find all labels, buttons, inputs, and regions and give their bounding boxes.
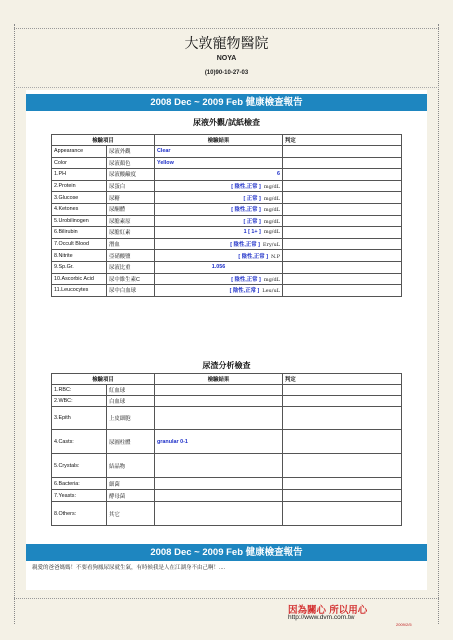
result-value: [ 陰性,正常 ] — [231, 276, 261, 283]
judgement-cell — [283, 238, 402, 250]
result-unit: mg/dL — [263, 195, 281, 202]
owner-message: 親愛的爸爸媽媽！不要看狗鳳尿尿就生氣，有時候我是人在江湖身不由己啊！.... — [32, 565, 226, 571]
table-row — [52, 238, 402, 250]
test-name-zh: 尿酮體 — [107, 203, 155, 215]
judgement-cell — [283, 192, 402, 204]
result-value: [ 陰性,正常 ] — [238, 253, 268, 260]
result-cell — [155, 238, 283, 250]
bottom-divider — [14, 598, 439, 599]
urinalysis-header-row — [52, 135, 402, 146]
table-row — [52, 385, 402, 396]
result-unit: mg/dL — [263, 218, 281, 225]
result-cell — [155, 146, 283, 158]
table-row — [52, 490, 402, 502]
test-name-en: 5.Urobilinogen — [52, 215, 107, 227]
result-cell — [155, 273, 283, 285]
judgement-cell — [283, 250, 402, 262]
report-number: (10)90-10-27-03 — [204, 70, 249, 76]
test-name-zh: 潛血 — [107, 238, 155, 250]
table-row — [52, 273, 402, 285]
result-value: granular 0-1 — [157, 438, 188, 445]
test-name-en: 11.Leucocytes — [52, 285, 107, 297]
sediment-title: 尿渣分析檢查 — [202, 360, 251, 370]
result-value: Yellow — [157, 159, 174, 166]
result-value: [ 正常 ] — [243, 195, 261, 202]
test-name-zh: 尿中維生素C — [107, 273, 155, 285]
table-row — [52, 454, 402, 478]
sediment-table — [51, 373, 402, 526]
result-unit: Ery/uL — [262, 242, 281, 249]
result-cell — [155, 490, 283, 502]
table-row — [52, 478, 402, 490]
result-unit: mg/dL — [263, 276, 281, 283]
judgement-cell — [283, 227, 402, 239]
test-name-en: 2.Protein — [52, 180, 107, 192]
table-row — [52, 203, 402, 215]
header-divider — [14, 87, 439, 88]
result-unit: N.P — [271, 253, 281, 260]
test-name-zh: 尿液外觀 — [107, 146, 155, 158]
result-cell — [155, 454, 283, 478]
result-value: [ 陰性,正常 ] — [231, 207, 261, 214]
test-name-en: 10.Ascorbic Acid — [52, 273, 107, 285]
test-name-en: 2.WBC: — [52, 396, 107, 407]
result-cell — [155, 396, 283, 407]
test-name-en: 5.Crystals: — [52, 454, 107, 478]
judgement-cell — [283, 180, 402, 192]
date-stamp: 2009/2/5 — [396, 622, 412, 627]
test-name-zh: 尿液酸鹼度 — [107, 169, 155, 181]
table-row — [52, 407, 402, 430]
table-row — [52, 502, 402, 526]
test-name-zh: 其它 — [107, 502, 155, 526]
result-cell — [155, 285, 283, 297]
result-value: 1.056 — [211, 264, 226, 271]
test-name-zh: 尿液顏色 — [107, 157, 155, 169]
result-cell — [155, 227, 283, 239]
result-value: [ 正常 ] — [243, 218, 261, 225]
test-name-zh: 亞硝酸鹽 — [107, 250, 155, 262]
header-item: 檢驗項目 — [52, 374, 155, 385]
test-name-en: 7.Occult Blood — [52, 238, 107, 250]
judgement-cell — [283, 169, 402, 181]
test-name-zh: 尿液比重 — [107, 261, 155, 273]
test-name-zh: 尿中白血球 — [107, 285, 155, 297]
result-value: [ 陰性,正常 ] — [230, 242, 260, 249]
result-value: 1 [ 1+ ] — [243, 229, 261, 236]
test-name-en: 1.RBC: — [52, 385, 107, 396]
table-row — [52, 215, 402, 227]
result-cell — [155, 215, 283, 227]
table-row — [52, 146, 402, 158]
table-row — [52, 157, 402, 169]
result-cell — [155, 261, 283, 273]
clinic-website: http://www.dvm.com.tw — [288, 614, 355, 621]
test-name-en: 3.Epith — [52, 407, 107, 430]
test-name-en: 8.Nitrite — [52, 250, 107, 262]
result-value: 6 — [277, 171, 281, 178]
right-border — [438, 24, 439, 624]
test-name-en: 9.Sp.Gr. — [52, 261, 107, 273]
header-result: 檢驗結果 — [155, 374, 283, 385]
urinalysis-table — [51, 134, 402, 297]
judgement-cell — [283, 261, 402, 273]
urinalysis-title: 尿液外觀/試紙檢查 — [193, 117, 260, 127]
result-cell — [155, 430, 283, 454]
judgement-cell — [283, 490, 402, 502]
table-row — [52, 261, 402, 273]
judgement-cell — [283, 396, 402, 407]
judgement-cell — [283, 385, 402, 396]
test-name-en: 7.Yeasts: — [52, 490, 107, 502]
test-name-en: Color — [52, 157, 107, 169]
clinic-slogan: 因為關心 所以用心 — [288, 605, 368, 616]
judgement-cell — [283, 215, 402, 227]
result-cell — [155, 180, 283, 192]
test-name-en: 1.PH — [52, 169, 107, 181]
judgement-cell — [283, 454, 402, 478]
left-border — [14, 24, 15, 624]
test-name-en: 6.Bilirubin — [52, 227, 107, 239]
test-name-zh: 尿蛋白 — [107, 180, 155, 192]
test-name-zh: 細菌 — [107, 478, 155, 490]
result-unit: mg/dL — [263, 229, 281, 236]
test-name-zh: 白血球 — [107, 396, 155, 407]
test-name-zh: 尿膽紅素 — [107, 227, 155, 239]
test-name-zh: 上皮細胞 — [107, 407, 155, 430]
table-row — [52, 430, 402, 454]
test-name-en: 8.Others: — [52, 502, 107, 526]
table-row — [52, 169, 402, 181]
table-row — [52, 250, 402, 262]
table-row — [52, 227, 402, 239]
table-row — [52, 396, 402, 407]
test-name-zh: 酵母菌 — [107, 490, 155, 502]
result-cell — [155, 385, 283, 396]
sediment-header-row — [52, 374, 402, 385]
test-name-en: 6.Bacteria: — [52, 478, 107, 490]
result-cell — [155, 250, 283, 262]
table-row — [52, 180, 402, 192]
result-cell — [155, 157, 283, 169]
test-name-zh: 尿糖 — [107, 192, 155, 204]
result-cell — [155, 478, 283, 490]
test-name-zh: 尿圓柱體 — [107, 430, 155, 454]
header-judgement: 判定 — [283, 374, 402, 385]
owner-name: NOYA — [216, 55, 237, 62]
judgement-cell — [283, 146, 402, 158]
judgement-cell — [283, 285, 402, 297]
judgement-cell — [283, 430, 402, 454]
header-judgement: 判定 — [283, 135, 402, 146]
judgement-cell — [283, 407, 402, 430]
result-unit: mg/dL — [263, 207, 281, 214]
table-row — [52, 285, 402, 297]
result-unit: Leu/uL — [262, 288, 281, 295]
table-row — [52, 192, 402, 204]
result-cell — [155, 192, 283, 204]
judgement-cell — [283, 273, 402, 285]
result-value: [ 陰性,正常 ] — [229, 288, 260, 295]
test-name-en: 4.Ketones — [52, 203, 107, 215]
header-result: 檢驗結果 — [155, 135, 283, 146]
judgement-cell — [283, 478, 402, 490]
test-name-en: Appearance — [52, 146, 107, 158]
test-name-zh: 紅血球 — [107, 385, 155, 396]
test-name-zh: 尿膽素原 — [107, 215, 155, 227]
result-cell — [155, 203, 283, 215]
result-value: Clear — [157, 148, 171, 155]
report-banner-bottom: 2008 Dec ~ 2009 Feb 健康檢查報告 — [26, 544, 427, 561]
header-item: 檢驗項目 — [52, 135, 155, 146]
result-cell — [155, 407, 283, 430]
result-cell — [155, 502, 283, 526]
result-value: [ 陰性,正常 ] — [231, 184, 261, 191]
result-cell — [155, 169, 283, 181]
judgement-cell — [283, 502, 402, 526]
report-banner-top: 2008 Dec ~ 2009 Feb 健康檢查報告 — [26, 94, 427, 111]
test-name-en: 3.Glucose — [52, 192, 107, 204]
test-name-en: 4.Casts: — [52, 430, 107, 454]
test-name-zh: 結晶物 — [107, 454, 155, 478]
result-unit: mg/dL — [263, 184, 281, 191]
top-divider — [14, 28, 439, 29]
judgement-cell — [283, 157, 402, 169]
clinic-name: 大敦寵物醫院 — [184, 36, 269, 52]
judgement-cell — [283, 203, 402, 215]
